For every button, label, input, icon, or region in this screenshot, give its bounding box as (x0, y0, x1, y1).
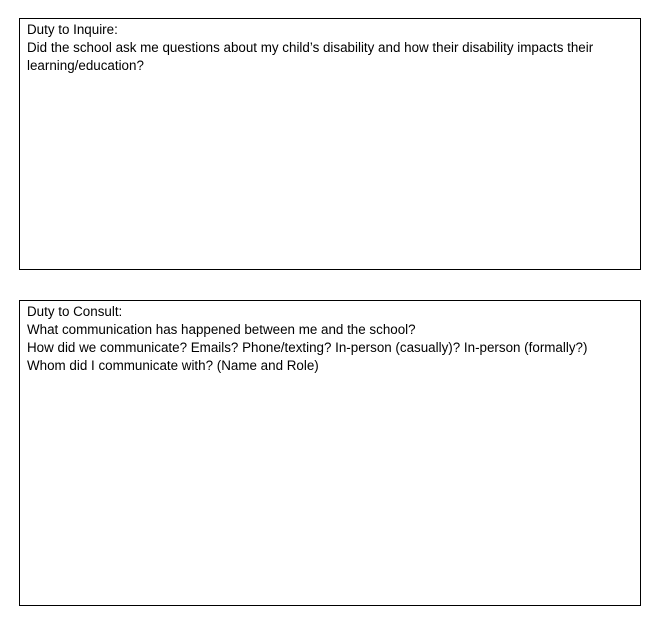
duty-to-inquire-question: Did the school ask me questions about my child’s disability and how their disability impacts their learning/education? (27, 40, 594, 73)
duty-to-inquire-heading: Duty to Inquire: (27, 22, 118, 37)
duty-to-consult-question-communication: What communication has happened between me and the school? (27, 322, 416, 337)
duty-to-consult-question-method: How did we communicate? Emails? Phone/texting? In-person (casually)? In-person (formally?) (27, 340, 588, 355)
duty-to-consult-question-whom: Whom did I communicate with? (Name and Role) (27, 358, 319, 373)
duty-to-inquire-box[interactable] (19, 18, 641, 270)
duty-to-consult-box[interactable] (19, 300, 641, 606)
duty-to-consult-heading: Duty to Consult: (27, 304, 123, 319)
